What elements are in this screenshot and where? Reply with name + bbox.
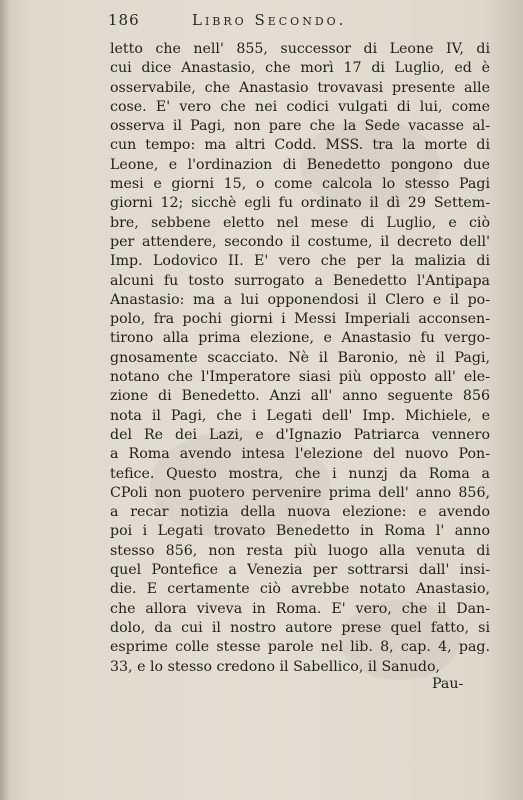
text-line: alcuni fu tosto surrogato a Benedetto l'Antipapa bbox=[110, 272, 490, 289]
text-line: zione di Benedetto. Anzi all' anno seguente 856 bbox=[110, 388, 490, 405]
text-line: quel Pontefice a Venezia per sottrarsi dall' insi- bbox=[110, 562, 490, 579]
text-line: osservabile, che Anastasio trovavasi presente alle bbox=[110, 79, 490, 96]
body-text bbox=[110, 40, 490, 677]
text-line: tefice. Questo mostra, che i nunzj da Roma a bbox=[110, 465, 490, 482]
text-line: Leone, e l'ordinazion di Benedetto pongono due bbox=[110, 156, 490, 173]
text-line: esprime colle stesse parole nel lib. 8, cap. 4, pag. bbox=[110, 639, 490, 656]
catchword: Pau- bbox=[432, 676, 464, 692]
text-line: a Roma avendo intesa l'elezione del nuovo Pon- bbox=[110, 446, 490, 463]
text-line: che allora viveva in Roma. E' vero, che il Dan- bbox=[110, 600, 490, 617]
text-line: del Re dei Lazi, e d'Ignazio Patriarca vennero bbox=[110, 426, 490, 443]
text-line: a recar notizia della nuova elezione: e avendo bbox=[110, 504, 490, 521]
text-line: bre, sebbene eletto nel mese di Luglio, e ciò bbox=[110, 214, 490, 231]
text-line: tirono alla prima elezione, e Anastasio fu vergo- bbox=[110, 330, 490, 347]
text-line: letto che nell' 855, successor di Leone IV, di bbox=[110, 41, 490, 57]
running-title: Libro Secondo. bbox=[192, 11, 347, 29]
text-line: gnosamente scacciato. Nè il Baronio, nè il Pagi, bbox=[110, 349, 490, 366]
text-line: osserva il Pagi, non pare che la Sede vacasse al- bbox=[110, 118, 490, 135]
text-line: CPoli non puotero pervenire prima dell' anno 856, bbox=[110, 484, 490, 501]
text-line: dolo, da cui il nostro autore prese quel fatto, si bbox=[110, 619, 490, 636]
text-line: Imp. Lodovico II. E' vero che per la malizia di bbox=[110, 253, 490, 270]
text-line: stesso 856, non resta più luogo alla venuta di bbox=[110, 542, 490, 559]
text-line: notano che l'Imperatore siasi più opposto all' ele- bbox=[110, 369, 490, 386]
text-line: cun tempo: ma altri Codd. MSS. tra la morte di bbox=[110, 137, 490, 154]
text-line: Anastasio: ma a lui opponendosi il Clero e il po- bbox=[110, 291, 490, 308]
text-line: giorni 12; sicchè egli fu ordinato il dì 29 Settem- bbox=[110, 195, 490, 212]
text-line: 33, e lo stesso credono il Sabellico, il Sanudo, bbox=[110, 658, 441, 675]
text-line: per attendere, secondo il costume, il decreto dell' bbox=[110, 233, 490, 250]
text-line: cui dice Anastasio, che morì 17 di Luglio, ed è bbox=[110, 60, 490, 77]
text-line: poi i Legati trovato Benedetto in Roma l' anno bbox=[110, 523, 490, 540]
page-number: 186 bbox=[108, 11, 140, 29]
text-line: mesi e giorni 15, o come calcola lo stesso Pagi bbox=[110, 176, 490, 193]
running-head bbox=[108, 11, 508, 33]
text-line: die. E certamente ciò avrebbe notato Anastasio, bbox=[110, 581, 490, 598]
text-line: polo, fra pochi giorni i Messi Imperiali acconsen- bbox=[110, 311, 490, 328]
text-line: cose. E' vero che nei codici vulgati di lui, come bbox=[110, 98, 490, 115]
text-line: nota il Pagi, che i Legati dell' Imp. Michiele, e bbox=[110, 407, 490, 424]
